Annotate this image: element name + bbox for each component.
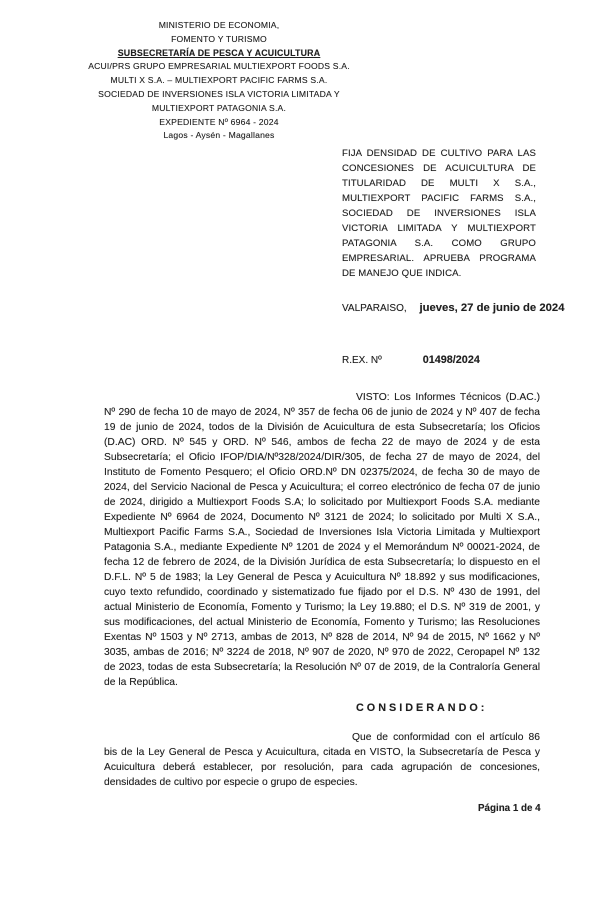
resolution-label: R.EX. Nº <box>342 355 382 366</box>
dateline <box>342 302 564 314</box>
letterhead-company-line: MULTIEXPORT PATAGONIA S.A. <box>151 102 287 113</box>
letterhead-company-line: ACUI/PRS GRUPO EMPRESARIAL MULTIEXPORT FOODS S.A. <box>88 61 350 72</box>
letterhead-company-line: MULTI X S.A. – MULTIEXPORT PACIFIC FARMS S.A. <box>110 75 328 86</box>
letterhead-ministry-line: FOMENTO Y TURISMO <box>171 33 267 44</box>
letterhead-company-line: SOCIEDAD DE INVERSIONES ISLA VICTORIA LIMITADA Y <box>98 88 340 99</box>
visto-paragraph: VISTO: Los Informes Técnicos (D.AC.) Nº 290 de fecha 10 de mayo de 2024, Nº 357 de fecha 06 de junio de 2024 y Nº 407 de fecha 19 de junio de 2024, todos de la División de Acuicultura de esta Subsecretaría; los Oficios (D.AC) ORD. Nº 545 y ORD. Nº 546, ambos de fecha 22 de mayo de 2024 y de esta Subsecretaría; el Oficio IFOP/DIA/Nº328/2024/DIR/305, de fecha 27 de mayo de 2024, del Instituto de Fomento Pesquero; el Oficio ORD.Nº DN 02375/2024, de fecha 30 de mayo de 2024, del Servicio Nacional de Pesca y Acuicultura; el correo electrónico de fecha 07 de junio de 2024, dirigido a Multiexport Foods S.A; lo solicitado por Multiexport Foods S.A. mediante Expediente Nº 6964 de 2024, Documento Nº 3121 de 2024; lo solicitado por Multi X S.A., Multiexport Pacific Farms S.A., Sociedad de Inversiones Isla Victoria Limitada y Multiexport Patagonia S.A., mediante Expediente Nº 1201 de 2024 y el Memorándum Nº 00021-2024, de fecha 12 de febrero de 2024, de la División Jurídica de esta Subsecretaría; lo dispuesto en el D.F.L. Nº 5 de 1983; la Ley General de Pesca y Acuicultura Nº 18.892 y sus modificaciones, cuyo texto refundido, coordinado y sistematizado fue fijado por el D.S. Nº 430 de 1991, del actual Ministerio de Economía, Fomento y Turismo; la Ley 19.880; el D.S. Nº 319 de 2001, y sus modificaciones, del actual Ministerio de Economía, Fomento y Turismo; las Resoluciones Exentas Nº 1503 y Nº 2713, ambas de 2013, Nº 828 de 2014, Nº 94 de 2015, Nº 1662 y Nº 3035, ambas de 2016; Nº 3224 de 2018, Nº 907 de 2020, Nº 970 de 2022, Ceropapel Nº 132 de 2023, todas de esta Subsecretaría; la Resolución Nº 07 de 2019, de la Contraloría General de la República. <box>104 392 540 688</box>
page-number: Página 1 de 4 <box>478 803 541 814</box>
letterhead-regions-line: Lagos - Aysén - Magallanes <box>163 130 275 141</box>
letterhead-subsecretaria-line: SUBSECRETARÍA DE PESCA Y ACUICULTURA <box>117 47 321 58</box>
considerando-heading: CONSIDERANDO: <box>356 702 488 714</box>
resolution-number: 01498/2024 <box>422 354 480 366</box>
resolution-number-line <box>342 354 480 366</box>
subject-summary: FIJA DENSIDAD DE CULTIVO PARA LAS CONCESIONES DE ACUICULTURA DE TITULARIDAD DE MULTI X S.A., MULTIEXPORT PACIFIC FARMS S.A., SOCIEDAD DE INVERSIONES ISLA VICTORIA LIMITADA Y MULTIEXPORT PATAGONIA S.A. COMO GRUPO EMPRESARIAL. APRUEBA PROGRAMA DE MANEJO QUE INDICA. <box>342 148 536 279</box>
letterhead <box>84 19 354 143</box>
date-value: jueves, 27 de junio de 2024 <box>419 302 565 314</box>
letterhead-expediente-line: EXPEDIENTE Nº 6964 - 2024 <box>159 116 279 127</box>
considerando-paragraph: Que de conformidad con el artículo 86 bis de la Ley General de Pesca y Acuicultura, citada en VISTO, la Subsecretaría de Pesca y Acuicultura deberá establecer, por resolución, para cada agrupación de concesiones, densidades de cultivo por especie o grupo de especies. <box>104 732 540 788</box>
letterhead-ministry-line: MINISTERIO DE ECONOMIA, <box>158 20 280 30</box>
place-name: VALPARAISO, <box>342 303 407 314</box>
